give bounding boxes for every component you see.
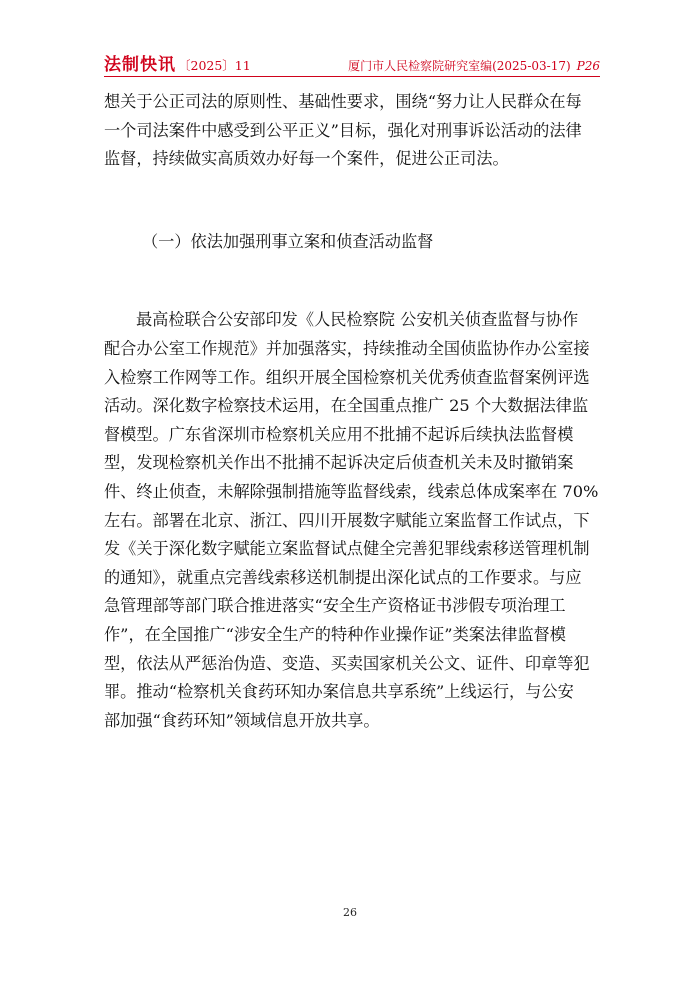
body-paragraph — [104, 306, 600, 735]
issue-number: 〔2025〕11 — [178, 58, 251, 73]
text-line: 配合办公室工作规范》并加强落实，持续推动全国侦监协作办公室接 — [104, 338, 590, 358]
text-line: 最高检联合公安部印发《人民检察院 公安机关侦查监督与协作 — [136, 310, 579, 330]
spacer — [104, 174, 600, 228]
intro-paragraph — [104, 88, 600, 174]
text-line: 型，依法从严惩治伪造、变造、买卖国家机关公文、证件、印章等犯 — [104, 653, 590, 673]
spacer — [104, 256, 600, 306]
header-left — [104, 50, 251, 75]
text-line: 件、终止侦查，未解除强制措施等监督线索，线索总体成案率在 70% — [104, 481, 599, 501]
page-header — [104, 50, 600, 74]
text-line: 发《关于深化数字赋能立案监督试点健全完善犯罪线索移送管理机制 — [104, 539, 590, 559]
text-line: 罪。推动“检察机关食药环知办案信息共享系统”上线运行，与公安 — [104, 682, 574, 702]
text-line: 作”，在全国推广“涉安全生产的特种作业操作证”类案法律监督模 — [104, 624, 566, 644]
text-line: 急管理部等部门联合推进落实“安全生产资格证书涉假专项治理工 — [104, 596, 566, 616]
header-right — [348, 57, 600, 74]
publisher-info: 厦门市人民检察院研究室编(2025-03-17) — [348, 59, 571, 73]
bulletin-title: 法制快讯 — [104, 55, 176, 75]
text-line: 型，发现检察机关作出不批捕不起诉决定后侦查机关未及时撤销案 — [104, 453, 574, 473]
text-line: 部加强“食药环知”领域信息开放共享。 — [104, 710, 380, 730]
text-line: 左右。部署在北京、浙江、四川开展数字赋能立案监督工作试点，下 — [104, 510, 590, 530]
text-line: 监督，持续做实高质效办好每一个案件，促进公正司法。 — [104, 149, 509, 169]
text-line: 活动。深化数字检察技术运用，在全国重点推广 25 个大数据法律监 — [104, 396, 589, 416]
text-line: 督模型。广东省深圳市检察机关应用不批捕不起诉后续执法监督模 — [104, 424, 574, 444]
section-heading: （一）依法加强刑事立案和侦查活动监督 — [142, 231, 434, 251]
text-line: 想关于公正司法的原则性、基础性要求，围绕“努力让人民群众在每 — [104, 92, 582, 111]
page-mark: P26 — [576, 59, 600, 73]
text-line: 的通知》，就重点完善线索移送机制提出深化试点的工作要求。与应 — [104, 567, 582, 587]
document-body — [104, 88, 600, 735]
text-line: 一个司法案件中感受到公平正义”目标，强化对刑事诉讼活动的法律 — [104, 120, 582, 140]
text-line: 入检察工作网等工作。组织开展全国检察机关优秀侦查监督案例评选 — [104, 367, 590, 387]
page-number: 26 — [343, 906, 357, 919]
header-divider — [104, 76, 600, 77]
